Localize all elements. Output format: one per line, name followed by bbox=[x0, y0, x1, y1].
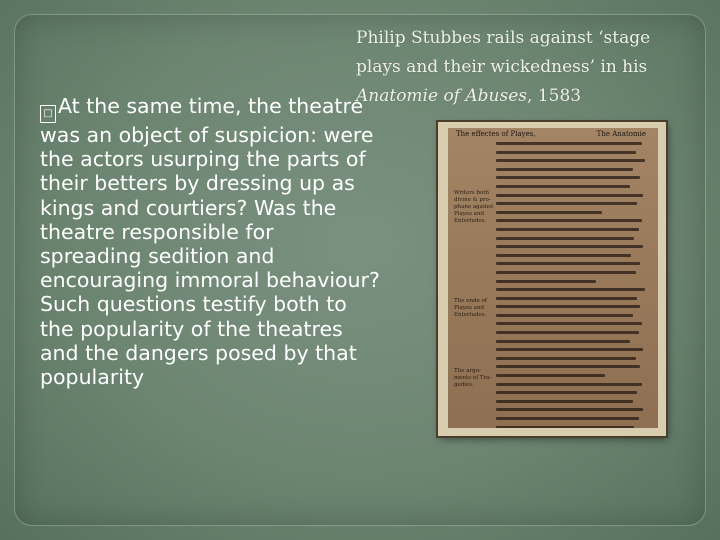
book-print-line bbox=[496, 211, 602, 214]
book-print-line bbox=[496, 400, 633, 403]
book-print-line bbox=[496, 288, 645, 291]
book-margin-note: The ende of Playes and Enterludes. bbox=[454, 298, 487, 318]
book-print-line bbox=[496, 357, 636, 360]
book-print-line bbox=[496, 219, 642, 222]
image-caption bbox=[356, 24, 676, 111]
book-print-line bbox=[496, 426, 634, 428]
book-print-line bbox=[496, 168, 633, 171]
book-print-line bbox=[496, 340, 630, 343]
bullet-icon: □ bbox=[40, 105, 56, 123]
book-print-line bbox=[496, 280, 596, 283]
book-print-line bbox=[496, 271, 636, 274]
bullet-paragraph bbox=[40, 94, 380, 389]
book-print-line bbox=[496, 305, 640, 308]
book-text-lines bbox=[496, 142, 648, 424]
book-print-line bbox=[496, 262, 640, 265]
book-print-line bbox=[496, 202, 637, 205]
book-print-line bbox=[496, 391, 637, 394]
book-print-line bbox=[496, 151, 636, 154]
book-print-line bbox=[496, 322, 642, 325]
book-print-line bbox=[496, 185, 630, 188]
book-margin-note: Writers both divine & pro-phane against Playes and Enterludes. bbox=[454, 190, 494, 224]
book-print-line bbox=[496, 142, 642, 145]
book-print-line bbox=[496, 297, 637, 300]
book-print-line bbox=[496, 176, 640, 179]
book-header-left: The effectes of Playes, bbox=[456, 130, 536, 138]
book-print-line bbox=[496, 408, 643, 411]
book-print-line bbox=[496, 254, 631, 257]
book-print-line bbox=[496, 314, 633, 317]
book-print-line bbox=[496, 245, 643, 248]
caption-text-after: , 1583 bbox=[527, 86, 582, 106]
book-print-line bbox=[496, 228, 639, 231]
caption-text-before: Philip Stubbes rails against ‘stage plays and their wickedness’ in his bbox=[356, 28, 651, 77]
book-print-line bbox=[496, 383, 642, 386]
book-page-scan bbox=[448, 128, 658, 428]
book-print-line bbox=[496, 237, 634, 240]
book-margin-note: The argu-ments of Tra-gedies. bbox=[454, 368, 492, 388]
book-header-right: The Anatomie bbox=[596, 130, 646, 138]
book-print-line bbox=[496, 365, 640, 368]
book-print-line bbox=[496, 159, 645, 162]
book-page-image bbox=[438, 122, 666, 436]
book-print-line bbox=[496, 374, 605, 377]
book-print-line bbox=[496, 348, 643, 351]
bullet-text: At the same time, the theatre was an object of suspicion: were the actors usurping the parts of their betters by dressing up as kings and courtiers? Was the theatre responsible for spreading sedition and encouraging immoral behaviour? Such questions testify both to the popularity of the theatres and the dangers posed by that popularity bbox=[40, 94, 380, 390]
book-print-line bbox=[496, 417, 639, 420]
book-print-line bbox=[496, 194, 643, 197]
book-print-line bbox=[496, 331, 639, 334]
caption-book-title: Anatomie of Abuses bbox=[356, 86, 527, 106]
